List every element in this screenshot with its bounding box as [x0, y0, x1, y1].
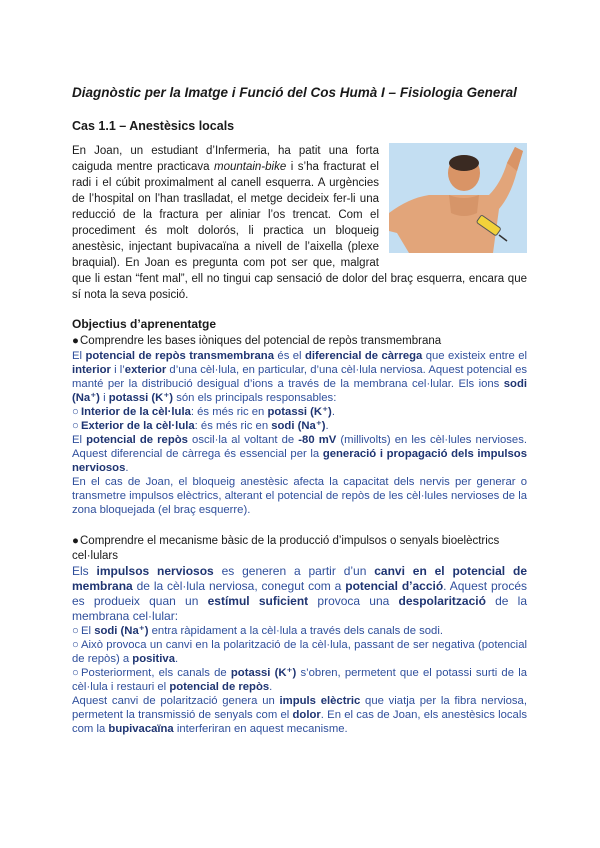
bullet-icon: ●	[72, 335, 79, 347]
patient-illustration	[389, 143, 527, 253]
objective-2-sub-1: ○ El sodi (Na⁺) entra ràpidament a la cèl·lula a través dels canals de sodi.	[72, 625, 443, 637]
objective-1-paragraph-2: El potencial de repòs oscil·la al voltant de -80 mV (millivolts) en les cèl·lules nervioses. Aquest diferencial de càrrega és essencial per la generació i propagació dels impulsos nerviosos.	[72, 434, 527, 474]
circle-bullet-icon: ○	[72, 667, 79, 679]
objective-2-bullet: ●Comprendre el mecanisme bàsic de la producció d’impulsos o senyals bioelèctrics cel·lulars	[72, 535, 500, 562]
intro-italic: mountain-bike	[213, 161, 287, 173]
objective-2-paragraph-2: Aquest canvi de polarització genera un impuls elèctric que viatja per la fibra nerviosa, permetent la transmissió de senyals com el dolor. En el cas de Joan, els anestèsics locals com la bupivacaïna interferiran en aquest mecanisme.	[72, 695, 527, 735]
circle-bullet-icon: ○	[72, 420, 79, 432]
document-page	[72, 84, 527, 736]
objectives-heading: Objectius d’aprenentatge	[72, 317, 217, 331]
objective-1-paragraph-3: En el cas de Joan, el bloqueig anestèsic afecta la capacitat dels nervis per generar o transmetre impulsos elèctrics, alterant el potencial de repòs de les cèl·lules nervioses de la zona bloquejada (el braç esquerre).	[72, 476, 527, 516]
objective-2-sub-3: ○ Posteriorment, els canals de potassi (K⁺) s’obren, permetent que el potassi surti de la cèl·lula i restauri el potencial de repòs.	[72, 667, 527, 693]
objective-1-paragraph: El potencial de repòs transmembrana és el diferencial de càrrega que existeix entre el interior i l’exterior d’una cèl·lula, en particular, d’una cèl·lula nerviosa. Aquest potencial es manté per la distribució desigual d’ions a través de la membrana cel·lular. Els ions sodi (Na⁺) i potassi (K⁺) són els principals responsables:	[72, 350, 528, 404]
objective-2-sub-2: ○ Això provoca un canvi en la polarització de la cèl·lula, passant de ser negativa (potencial de repòs) a positiva.	[72, 639, 527, 665]
bullet-icon: ●	[72, 535, 79, 547]
circle-bullet-icon: ○	[72, 639, 79, 651]
objective-1-sub-2: ○ Exterior de la cèl·lula: és més ric en sodi (Na⁺).	[72, 420, 329, 432]
intro-text-cont: i s’ha fracturat el radi i el cúbit proximalment al canell esquerra. A urgències de l’hospital on l’han traslladat, el metge decideix fer-li una reducció de la fractura per aliniar l’os trencat. Com el procediment és molt dolorós, li practica un bloqueig anestèsic, injectant bupivacaïna a nivell de l’aixella (plexe braquial). En Joan es pregunta com pot ser que, malgrat que li estan “fent mal”, ell no tingui cap sensació de dolor del braç esquerra, encara que sí nota la seva posició.	[72, 161, 527, 301]
patient-figure-icon	[389, 143, 527, 253]
objective-1-bullet: ●Comprendre les bases iòniques del potencial de repòs transmembrana	[72, 335, 442, 347]
circle-bullet-icon: ○	[72, 625, 79, 637]
objective-1-sub-1: ○ Interior de la cèl·lula: és més ric en potassi (K⁺).	[72, 406, 335, 418]
case-intro	[72, 143, 527, 303]
intro-text: En Joan, un estudiant d’Infermeria, ha patit una forta caiguda mentre practicava	[72, 145, 379, 173]
circle-bullet-icon: ○	[72, 406, 79, 418]
case-title: Cas 1.1 – Anestèsics locals	[72, 119, 235, 133]
objective-2-paragraph: Els impulsos nerviosos es generen a partir d’un canvi en el potencial de membrana de la cèl·lula nerviosa, conegut com a potencial d’acció. Aquest procés es produeix quan un estímul suficient provoca una despolarització de la membrana cel·lular:	[72, 564, 528, 623]
document-title: Diagnòstic per la Imatge i Funció del Cos Humà I – Fisiologia General	[72, 85, 517, 100]
